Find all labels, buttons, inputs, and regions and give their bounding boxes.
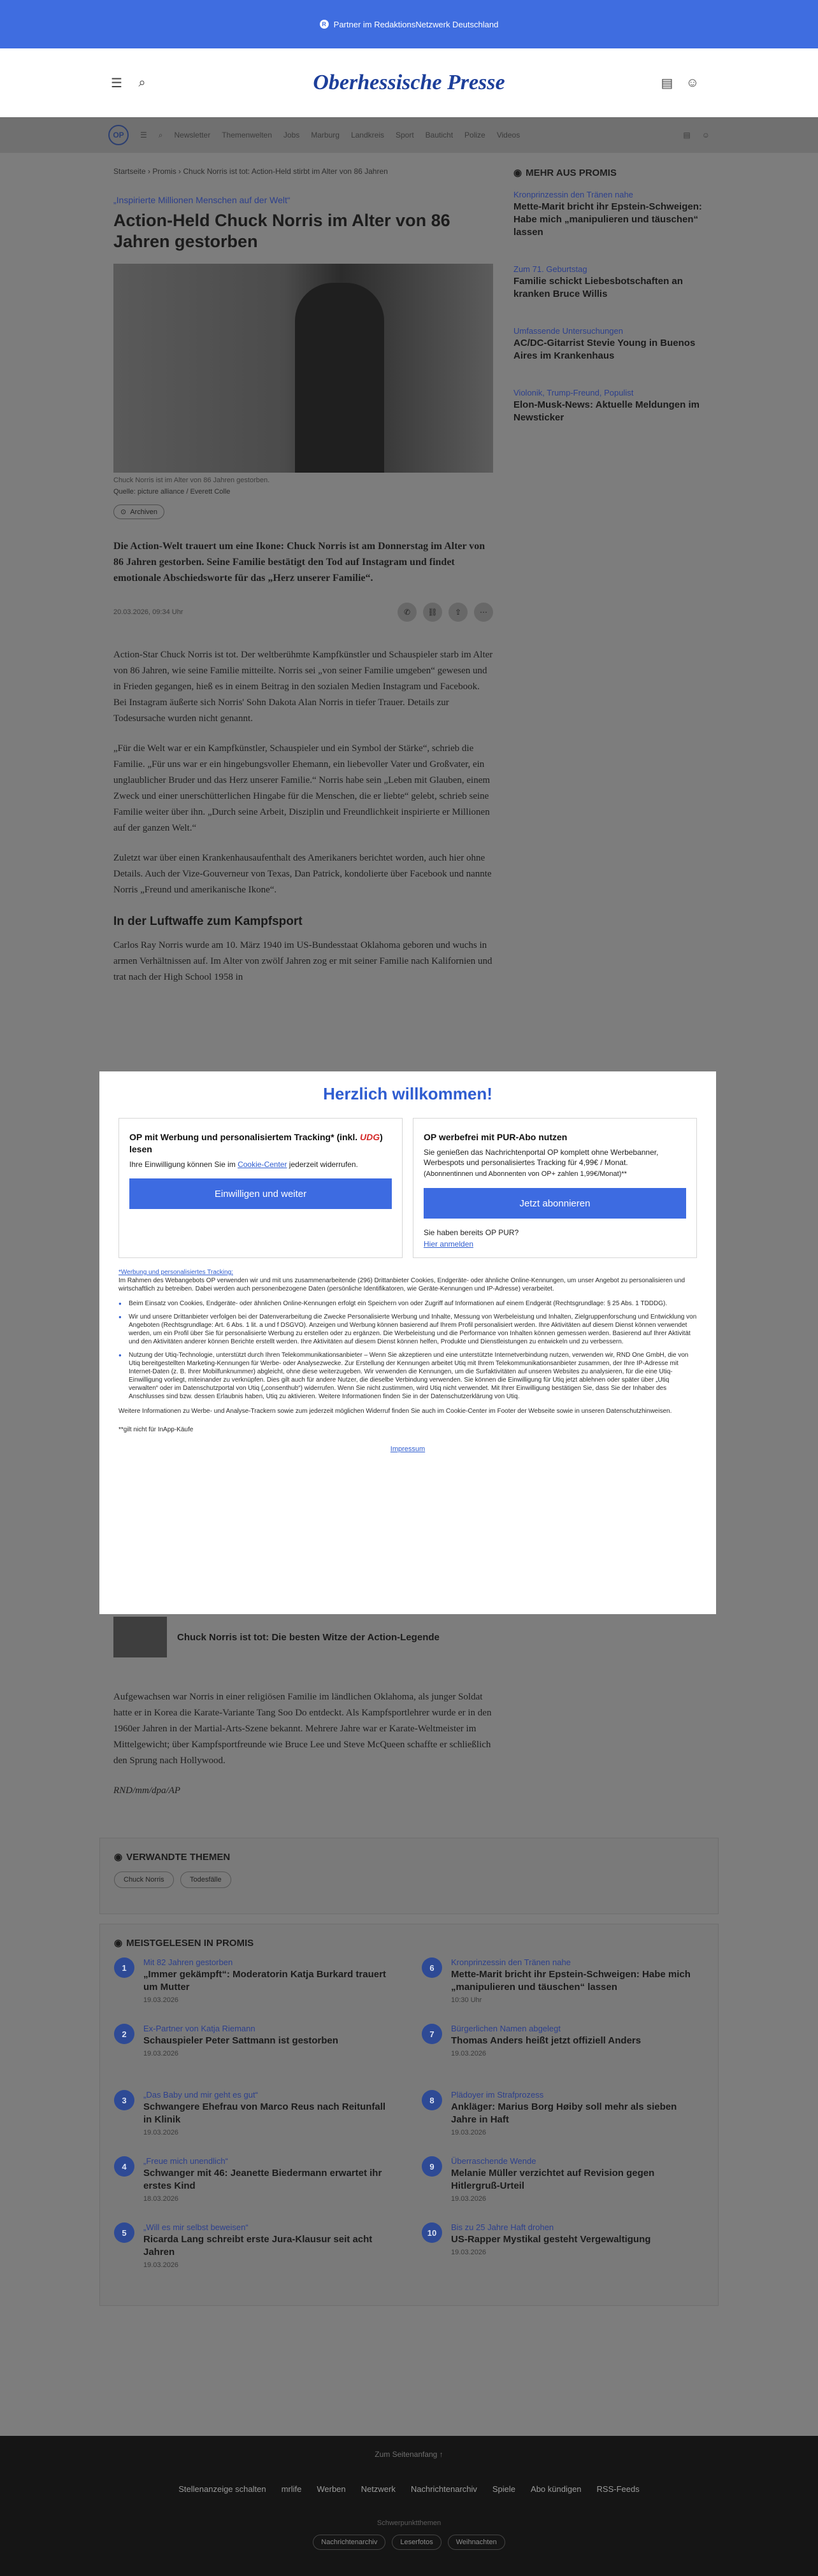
fine-heading[interactable]: *Werbung und personalisiertes Tracking: <box>118 1269 233 1276</box>
account-icon[interactable]: ☺ <box>701 131 710 140</box>
site-footer <box>0 2436 818 2576</box>
consent-dialog <box>99 1071 716 1614</box>
related-topics <box>99 1838 719 1914</box>
article-paragraph: Action-Star Chuck Norris ist tot. Der weltberühmte Kampfkünstler und Schauspieler starb im Alter von 86 Jahren, wie seine Familie mitteilte. Norris sei „von seiner Familie umgeben“ gewesen und in Frieden gegangen, hieß es in einem Beitrag in den sozialen Medien Instagram und Facebook. Bei Instagram äußerte sich Norris' Sohn Dakota Alan Norris in tiefer Trauer. Details zur Todesursache wurden nicht genannt. <box>113 650 493 724</box>
item-kicker: „Das Baby und mir geht es gut“ <box>143 2090 258 2100</box>
most-read-item[interactable] <box>422 2222 704 2289</box>
archive-label: Archiven <box>130 508 158 516</box>
archive-badge <box>113 504 164 519</box>
topics-heading: VERWANDTE THEMEN <box>126 1851 231 1863</box>
item-title: „Immer gekämpft“: Moderatorin Katja Burkard trauert um Mutter <box>143 1969 386 1993</box>
item-date: 18.03.2026 <box>143 2195 179 2203</box>
item-date: 19.03.2026 <box>143 1996 179 2004</box>
partner-banner-text: Partner im RedaktionsNetzwerk Deutschland <box>333 19 499 29</box>
rank-badge: 8 <box>422 2090 442 2110</box>
image-caption: Chuck Norris ist im Alter von 86 Jahren gestorben. <box>113 476 270 484</box>
rank-badge: 6 <box>422 1957 442 1978</box>
footer-link[interactable]: Netzwerk <box>361 2484 396 2494</box>
nav-item[interactable]: Marburg <box>311 131 340 140</box>
main-navigation <box>0 117 818 153</box>
sidebar-heading: MEHR AUS PROMIS <box>526 167 617 178</box>
site-header <box>0 48 818 117</box>
subscribe-button[interactable]: Jetzt abonnieren <box>424 1188 686 1219</box>
nav-item[interactable]: Newsletter <box>174 131 211 140</box>
most-read-item[interactable] <box>114 2090 396 2156</box>
most-read-item[interactable] <box>114 1957 396 2024</box>
rank-badge: 2 <box>114 2024 134 2044</box>
epaper-icon[interactable]: ▤ <box>661 76 673 90</box>
sidebar-teaser[interactable] <box>513 388 705 424</box>
most-read-heading: MEISTGELESEN IN PROMIS <box>126 1937 254 1949</box>
archive-icon: ⊙ <box>120 508 127 516</box>
cookie-center-link[interactable]: Cookie-Center <box>238 1160 287 1169</box>
related-title: Chuck Norris ist tot: Die besten Witze der Action-Legende <box>177 1631 440 1643</box>
footer-link[interactable]: Abo kündigen <box>531 2484 582 2494</box>
teaser-title: Mette-Marit bricht ihr Epstein-Schweigen: Habe mich „manipulieren und täuschen“ lassen <box>513 201 702 238</box>
most-read-item[interactable] <box>114 2024 396 2090</box>
sidebar-teaser[interactable] <box>513 264 705 301</box>
item-kicker: „Freue mich unendlich“ <box>143 2156 228 2166</box>
footer-link[interactable]: Werben <box>317 2484 346 2494</box>
footer-link[interactable]: Stellenanzeige schalten <box>178 2484 266 2494</box>
footer-topic-chip[interactable]: Leserfotos <box>392 2535 441 2550</box>
topic-chip[interactable]: Todesfälle <box>180 1871 231 1888</box>
option-text: Ihre Einwilligung können Sie im Cookie-Center jederzeit widerrufen. <box>129 1160 358 1169</box>
article-date: 20.03.2026, 09:34 Uhr <box>113 608 183 616</box>
accept-button[interactable]: Einwilligen und weiter <box>129 1178 392 1209</box>
section-icon: ◉ <box>114 1938 123 1949</box>
rank-badge: 5 <box>114 2222 134 2243</box>
item-date: 19.03.2026 <box>451 2129 487 2136</box>
search-icon[interactable]: ⌕ <box>138 75 146 90</box>
teaser-kicker: Umfassende Untersuchungen <box>513 326 623 336</box>
rank-badge: 7 <box>422 2024 442 2044</box>
teaser-kicker: Kronprinzessin den Tränen nahe <box>513 190 633 199</box>
epaper-icon[interactable]: ▤ <box>683 131 691 140</box>
op-logo-icon[interactable]: OP <box>108 125 129 145</box>
section-icon: ◉ <box>513 168 522 178</box>
consent-option-tracking <box>118 1118 403 1258</box>
footer-links <box>0 2484 818 2494</box>
fine-note: **gilt nicht für InApp-Käufe <box>118 1426 194 1433</box>
account-icon[interactable]: ☺ <box>685 75 700 90</box>
topic-chip[interactable]: Chuck Norris <box>114 1871 174 1888</box>
footer-link[interactable]: RSS-Feeds <box>596 2484 640 2494</box>
item-kicker: Bürgerlichen Namen abgelegt <box>451 2024 561 2033</box>
footer-topics-label: Schwerpunktthemen <box>377 2519 441 2527</box>
rank-badge: 3 <box>114 2090 134 2110</box>
rnd-icon: R <box>320 20 329 29</box>
link-icon[interactable]: ⛓ <box>423 603 442 622</box>
article-body <box>113 647 493 985</box>
most-read-item[interactable] <box>422 2024 704 2090</box>
most-read-item[interactable] <box>422 2156 704 2222</box>
footer-link[interactable]: Spiele <box>492 2484 516 2494</box>
article-meta <box>113 603 493 622</box>
consent-bullet: ● Nutzung der Utiq-Technologie, unterstützt durch Ihren Telekommunikationsanbieter – Wenn Sie akzeptieren und eine unterstützte Internetverbindung nutzen, verwenden wir, RND One GmbH, die von Utiq bereitgestellten Marketing-Kennungen für Werbe- oder Analysezwecke. Zur Erstellung der Kennungen arbeitet Utiq mit Ihrem Telekommunikationsanbieter zusammen, der Ihre IP-Adresse mit Internet-Daten (z. B. Ihrer Mobilfunknummer) abgleicht, ohne diese weiterzugeben. Wir verwenden die Kennungen, um die Surfaktivitäten auf unseren Websites zu analysieren, für die eine Utiq-Einwilligung vorliegt, miteinander zu verknüpfen. Dies gilt auch für andere Nutzer, die dieselbe Verbindung verwenden. Sie können die Einwilligung für Utiq jetzt ablehnen oder später über „Utiq verwalten“ oder im Datenschutzportal von Utiq („consenthub“) widerrufen. Wenn Sie nicht zustimmen, wird Utiq nicht verwendet. Mit Ihrer Einwilligung bestätigen Sie, dass Sie der Inhaber des Anschlusses sind bzw. dessen Erlaubnis haben, Utiq zu aktivieren. Weitere Informationen finden Sie in der Datenschutzerklärung von Utiq. <box>118 1351 697 1401</box>
sidebar-teaser[interactable] <box>513 190 705 239</box>
item-date: 19.03.2026 <box>143 2050 179 2057</box>
teaser-kicker: Zum 71. Geburtstag <box>513 264 587 274</box>
consent-option-pur <box>413 1118 697 1258</box>
article-subheading: In der Luftwaffe zum Kampfsport <box>113 915 303 928</box>
footer-link[interactable]: mrlife <box>281 2484 302 2494</box>
already-subscribed-text: Sie haben bereits OP PUR? <box>424 1228 519 1237</box>
nav-item[interactable]: Bauticht <box>425 131 454 140</box>
menu-icon[interactable]: ☰ <box>111 76 122 90</box>
image-person <box>295 283 384 473</box>
fine-outro: Weitere Informationen zu Werbe- und Analyse-Trackern sowie zum jederzeit möglichen Widerruf finden Sie auch im Cookie-Center im Footer der Webseite sowie in unseren Datenschutzhinweisen. <box>118 1408 672 1415</box>
related-article[interactable] <box>113 1617 493 1657</box>
nav-item[interactable]: Jobs <box>283 131 300 140</box>
teaser-title: Elon-Musk-News: Aktuelle Meldungen im Newsticker <box>513 399 700 423</box>
footer-topic-chip[interactable]: Nachrichtenarchiv <box>313 2535 385 2550</box>
item-kicker: Überraschende Wende <box>451 2156 536 2166</box>
footer-topic-chip[interactable]: Weihnachten <box>448 2535 505 2550</box>
most-read-item[interactable] <box>114 2222 396 2289</box>
sidebar-more-promis <box>513 167 705 424</box>
consent-bullet: ● Beim Einsatz von Cookies, Endgeräte- oder ähnlichen Online-Kennungen erfolgt ein Speichern von oder Zugriff auf Informationen auf einem Endgerät (Rechtsgrundlage: § 25 Abs. 1 TDDDG). <box>118 1299 697 1308</box>
item-date: 19.03.2026 <box>451 2050 487 2057</box>
item-title: Thomas Anders heißt jetzt offiziell Anders <box>451 2035 642 2046</box>
article-paragraph: Carlos Ray Norris wurde am 10. März 1940 im US-Bundesstaat Oklahoma geboren und wuchs in armen Verhältnissen auf. Im Alter von zwölf Jahren zog er mit seiner Familie nach Kalifornien und trat nach der High School 1958 in <box>113 940 492 982</box>
dialog-title: Herzlich willkommen! <box>323 1084 492 1103</box>
search-icon[interactable]: ⌕ <box>158 130 163 140</box>
item-kicker: Kronprinzessin den Tränen nahe <box>451 1957 571 1967</box>
nav-item[interactable]: Polize <box>464 131 485 140</box>
rank-badge: 1 <box>114 1957 134 1978</box>
article-title: Action-Held Chuck Norris im Alter von 86 Jahren gestorben <box>113 211 450 251</box>
teaser-title: Familie schickt Liebesbotschaften an kranken Bruce Willis <box>513 276 683 299</box>
partner-banner[interactable] <box>0 0 818 48</box>
login-link[interactable]: Hier anmelden <box>424 1240 474 1249</box>
item-date: 19.03.2026 <box>143 2129 179 2136</box>
article <box>113 195 493 985</box>
item-kicker: „Will es mir selbst beweisen“ <box>143 2222 248 2232</box>
item-title: Ankläger: Marius Borg Høiby soll mehr als sieben Jahre in Haft <box>451 2101 677 2125</box>
nav-item[interactable]: Videos <box>496 131 520 140</box>
whatsapp-icon[interactable]: ✆ <box>398 603 417 622</box>
more-icon[interactable]: ⋯ <box>474 603 493 622</box>
article-continued <box>113 1675 493 1799</box>
item-title: Schauspieler Peter Sattmann ist gestorben <box>143 2035 338 2046</box>
item-title: Melanie Müller verzichtet auf Revision gegen Hitlergruß-Urteil <box>451 2168 655 2191</box>
image-credit: Quelle: picture alliance / Everett Colle <box>113 488 231 496</box>
consent-details <box>118 1268 697 1434</box>
option-heading: OP mit Werbung und personalisiertem Tracking* (inkl. UDG) lesen <box>129 1132 383 1154</box>
nav-item[interactable]: Themenwelten <box>222 131 272 140</box>
item-kicker: Plädoyer im Strafprozess <box>451 2090 544 2100</box>
article-paragraph: Aufgewachsen war Norris in einer religiösen Familie im ländlichen Oklahoma, als junger Soldat hatte er in Korea die Karate-Variante Tang Soo Do entdeckt. Als Kampfsportlehrer wurde er in den 1960er Jahren in der Martial-Arts-Szene bekannt. Mehrere Jahre war er Karate-Weltmeister im Mittelgewicht; über Kampfsportfreunde wie Bruce Lee und Steve McQueen schaffte er schließlich den Sprung nach Hollywood. <box>113 1692 492 1766</box>
item-title: Schwangere Ehefrau von Marco Reus nach Reitunfall in Klinik <box>143 2101 386 2125</box>
breadcrumb[interactable]: Startseite › Promis › Chuck Norris ist tot: Action-Held stirbt im Alter von 86 Jahren <box>113 167 388 176</box>
most-read <box>99 1924 719 2306</box>
sidebar-teaser[interactable] <box>513 326 705 362</box>
article-paragraph: Zuletzt war über einen Krankenhausaufenthalt des Amerikaners berichtet worden, auch hier ohne Details. Auch der Vize-Gouverneur von Texas, Dan Patrick, kondolierte über Facebook und nannte Norris „Freund und amerikanische Ikone“. <box>113 853 492 895</box>
related-thumbnail <box>113 1617 167 1657</box>
item-date: 19.03.2026 <box>451 2195 487 2203</box>
article-kicker: „Inspirierte Millionen Menschen auf der Welt“ <box>113 195 291 205</box>
item-title: Mette-Marit bricht ihr Epstein-Schweigen: Habe mich „manipulieren und täuschen“ lassen <box>451 1969 691 1993</box>
menu-icon[interactable]: ☰ <box>140 131 147 140</box>
udg-logo: UDG <box>360 1132 380 1142</box>
site-logo[interactable]: Oberhessische Presse <box>313 71 505 94</box>
option-text: Sie genießen das Nachrichtenportal OP komplett ohne Werbebanner, Werbespots und personalisiertes Tracking für 4,99€ / Monat. <box>424 1148 659 1167</box>
rank-badge: 10 <box>422 2222 442 2243</box>
rank-badge: 4 <box>114 2156 134 2177</box>
item-date: 10:30 Uhr <box>451 1996 482 2004</box>
imprint-link[interactable]: Impressum <box>390 1445 426 1453</box>
section-icon: ◉ <box>114 1852 123 1863</box>
article-lead: Die Action-Welt trauert um eine Ikone: Chuck Norris ist am Donnerstag im Alter von 86 Jahren gestorben. Seine Familie bestätigt den Tod auf Instagram und findet emotionale Abschiedsworte für das „Herz unserer Familie“. <box>113 541 485 583</box>
item-title: Ricarda Lang schreibt erste Jura-Klausur seit acht Jahren <box>143 2234 373 2258</box>
item-date: 19.03.2026 <box>451 2249 487 2256</box>
item-kicker: Ex-Partner von Katja Riemann <box>143 2024 255 2033</box>
item-date: 19.03.2026 <box>143 2261 179 2269</box>
fine-intro: Im Rahmen des Webangebots OP verwenden wir und mit uns zusammenarbeitende (296) Drittanbieter Cookies, Endgeräte- oder ähnliche Online-Kennungen, um unser Angebot zu personalisieren und wirtschaftlich zu betreiben. Dabei werden auch personenbezogene Daten (persönliche Identifikatoren, wie Geräte-Kennungen und IP-Adresse) verarbeitet. <box>118 1277 685 1292</box>
footer-link[interactable]: Nachrichtenarchiv <box>410 2484 477 2494</box>
article-image[interactable] <box>113 264 493 473</box>
most-read-item[interactable] <box>422 1957 704 2024</box>
back-to-top-link[interactable]: Zum Seitenanfang ↑ <box>375 2450 443 2459</box>
item-kicker: Mit 82 Jahren gestorben <box>143 1957 233 1967</box>
nav-item[interactable]: Sport <box>395 131 414 140</box>
article-signature: RND/mm/dpa/AP <box>113 1785 180 1796</box>
teaser-kicker: Violonik, Trump-Freund, Populist <box>513 388 634 397</box>
item-title: Schwanger mit 46: Jeanette Biedermann erwartet ihr erstes Kind <box>143 2168 382 2191</box>
nav-item[interactable]: Landkreis <box>350 131 384 140</box>
item-kicker: Bis zu 25 Jahre Haft drohen <box>451 2222 554 2232</box>
most-read-item[interactable] <box>422 2090 704 2156</box>
teaser-title: AC/DC-Gitarrist Stevie Young in Buenos Aires im Krankenhaus <box>513 338 696 361</box>
option-heading: OP werbefrei mit PUR-Abo nutzen <box>424 1132 568 1142</box>
most-read-item[interactable] <box>114 2156 396 2222</box>
item-title: US-Rapper Mystikal gesteht Vergewaltigung <box>451 2234 651 2245</box>
share-icon[interactable]: ⇪ <box>448 603 468 622</box>
article-paragraph: „Für die Welt war er ein Kampfkünstler, Schauspieler und ein Symbol der Stärke“, schrieb die Familie. „Für uns war er ein hingebungsvoller Ehemann, ein liebevoller Vater und Großvater, ein unglaublicher Bruder und das Herz unserer Familie.“ Norris habe sein „Leben mit Glauben, einem Zweck und einer unerschütterlichen Hingabe für die Menschen, die er liebte“ gelebt, schrieb seine Familie weiter über ihn. „Durch seine Arbeit, Disziplin und Freundlichkeit inspirierte er Millionen auf der ganzen Welt.“ <box>113 743 491 833</box>
rank-badge: 9 <box>422 2156 442 2177</box>
consent-bullet: ● Wir und unsere Drittanbieter verfolgen bei der Datenverarbeitung die Zwecke Personalisierte Werbung und Inhalte, Messung von Werbeleistung und Inhalten, Zielgruppenforschung und Entwicklung von Angeboten (Rechtsgrundlage: Art. 6 Abs. 1 lit. a und f DSGVO). Anzeigen und Werbung können basierend auf Ihrem Profil personalisiert werden. Ihre Aktivitäten auf diesem Dienst können verwendet werden, um ein Profil über Sie für personalisierte Werbung zu erstellen oder zu ergänzen. Die Werbeleistung und die Performance von Inhalten können gemessen werden. Basierend auf Ihrer Aktivität und den Aktivitäten anderer können Berichte erstellt werden. Ihre Aktivitäten auf diesem Dienst können helfen, Produkte und Dienstleistungen zu entwickeln und zu verbessern. <box>118 1313 697 1346</box>
option-note: (Abonnentinnen und Abonnenten von OP+ zahlen 1,99€/Monat)** <box>424 1170 627 1178</box>
